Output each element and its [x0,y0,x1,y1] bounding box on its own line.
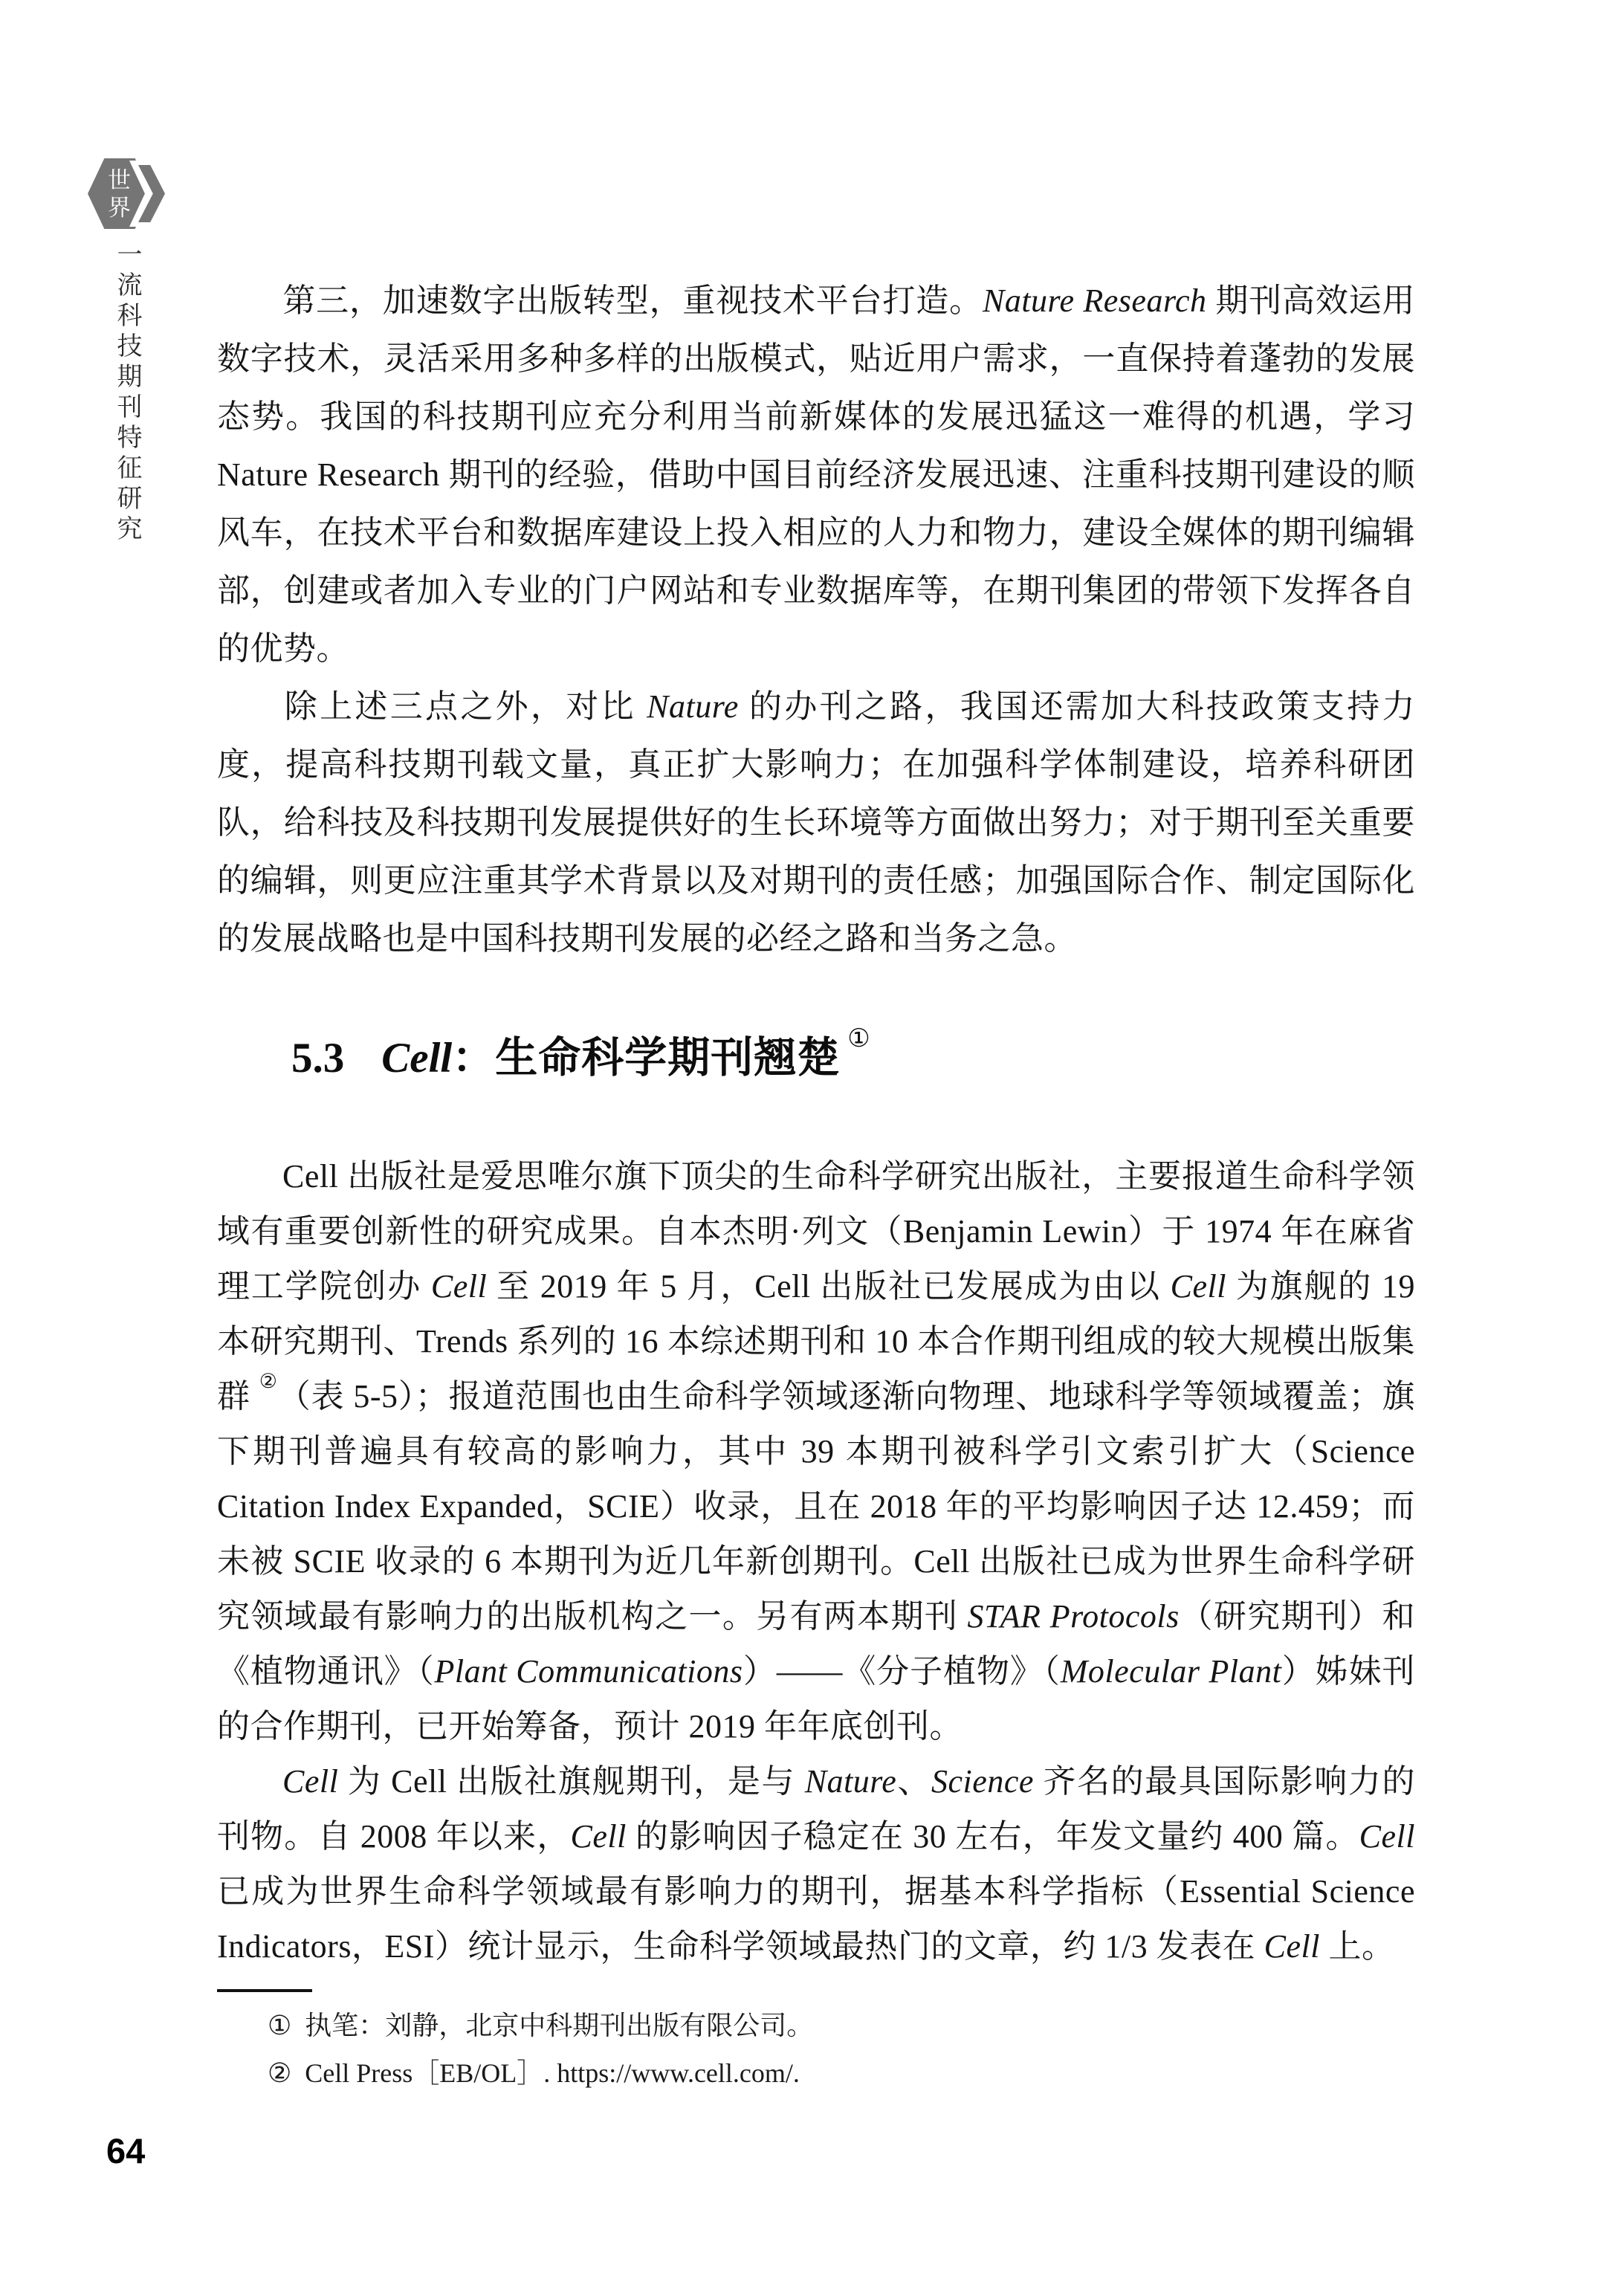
footnote-1 [217,2010,1415,2041]
footnote-section [217,1989,1415,2105]
footnote-2 [217,2058,1415,2089]
footnote-reference: ① [847,1025,870,1053]
paragraph-3 [217,1149,1415,1754]
footnote-1-text: 执笔：刘静，北京中科期刊出版有限公司。 [305,2011,814,2040]
paragraph-2-text: 除上述三点之外，对比 Nature 的办刊之路，我国还需加大科技政策支持力度，提高科技期刊载文量，真正扩大影响力；在加强科学体制建设，培养科研团队，给科技及科技期刊发展提供好的生长环境等方面做出努力；对于期刊至关重要的编辑，则更应注重其学术背景以及对期刊的责任感；加强国际合作、制定国际化的发展战略也是中国科技期刊发展的必经之路和当务之急。 [217,688,1415,957]
footnote-1-marker: ① [268,2011,292,2040]
paragraph-1-text: 第三，加速数字出版转型，重视技术平台打造。Nature Research 期刊高效运用数字技术，灵活采用多种多样的出版模式，贴近用户需求，一直保持着蓬勃的发展态势。我国的科技期刊应充分利用当前新媒体的发展迅猛这一难得的机遇，学习 Nature Research 期刊的经验，借助中国目前经济发展迅速、注重科技期刊建设的顺风车，在技术平台和数据库建设上投入相应的人力和物力，建设全媒体的期刊编辑部，创建或者加入专业的门户网站和专业数据库等，在期刊集团的带领下发挥各自的优势。 [217,282,1416,667]
chapter-badge [88,158,166,229]
badge-label [88,167,152,222]
footnote-2-text: Cell Press［EB/OL］. https://www.cell.com/. [305,2058,800,2088]
page-number: 64 [106,2131,146,2171]
sidebar-vertical-title: 一流科技期刊特征研究 [113,241,141,546]
paragraph-2 [217,678,1415,968]
footnote-2-marker: ② [268,2058,292,2088]
section-heading [291,1024,870,1085]
section-title: ：生命科学期刊翘楚 [452,1034,841,1082]
footnote-divider [217,1989,312,1992]
badge-char-2: 界 [108,195,132,221]
section-journal-name: Cell [381,1035,453,1082]
badge-char-1: 世 [108,167,132,193]
paragraph-3-text: Cell 出版社是爱思唯尔旗下顶尖的生命科学研究出版社，主要报道生命科学领域有重要创新性的研究成果。自本杰明·列文（Benjamin Lewin）于 1974 年在麻省理工学院创办 Cell 至 2019 年 5 月，Cell 出版社已发展成为由以 Cell 为旗舰的 19 本研究期刊、Trends 系列的 16 本综述期刊和 10 本合作期刊组成的较大规模出版集群 ②（表 5-5）；报道范围也由生命科学领域逐渐向物理、地球科学等领域覆盖；旗下期刊普遍具有较高的影响力，其中 39 本期刊被科学引文索引扩大（Science Citation Index Expanded，SCIE）收录，且在 2018 年的平均影响因子达 12.459；而未被 SCIE 收录的 6 本期刊为近几年新创期刊。Cell 出版社已成为世界生命科学研究领域最有影响力的出版机构之一。另有两本期刊 STAR Protocols（研究期刊）和《植物通讯》（Plant Communications）——《分子植物》（Molecular Plant）姊妹刊的合作期刊，已开始筹备，预计 2019 年年底创刊。 [217,1158,1416,1745]
paragraph-1 [217,272,1415,678]
paragraph-4-text: Cell 为 Cell 出版社旗舰期刊，是与 Nature、Science 齐名的最具国际影响力的刊物。自 2008 年以来，Cell 的影响因子稳定在 30 左右，年发文量约 400 篇。Cell 已成为世界生命科学领域最有影响力的期刊，据基本科学指标（Essential Science Indicators，ESI）统计显示，生命科学领域最热门的文章，约 1/3 发表在 Cell 上。 [217,1763,1416,1965]
paragraph-4 [217,1754,1415,1974]
section-number: 5.3 [291,1035,345,1082]
